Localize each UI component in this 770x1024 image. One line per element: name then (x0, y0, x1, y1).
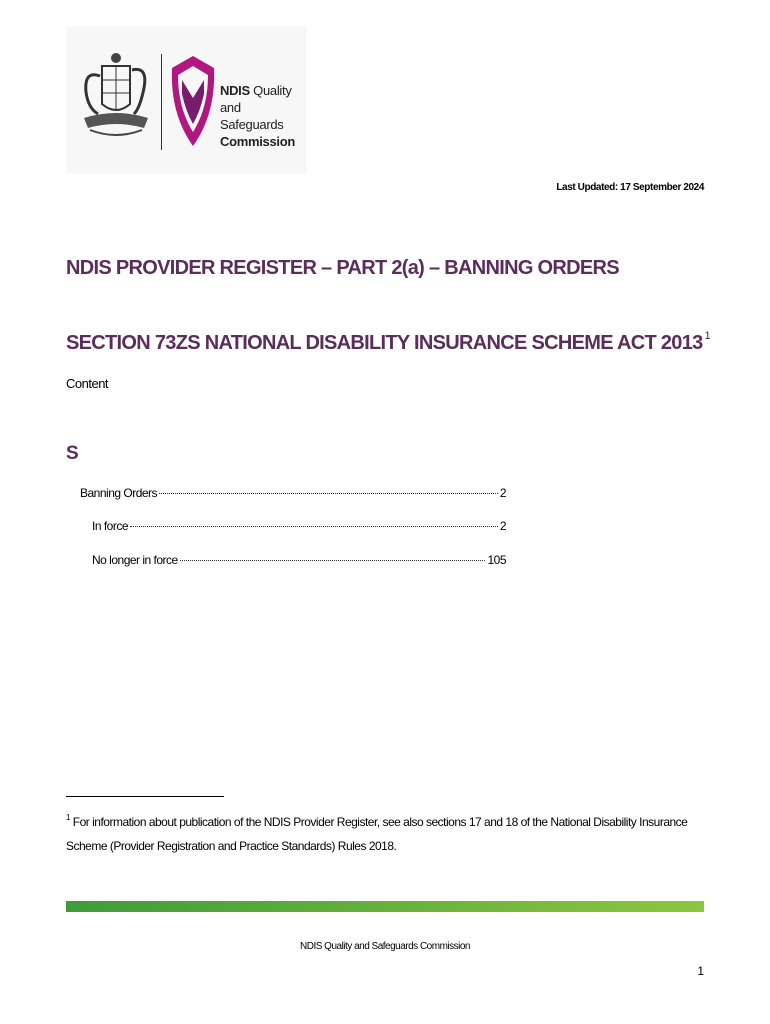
footnote-marker: 1 (66, 813, 70, 822)
toc-dot-leader (180, 560, 486, 561)
toc-entry-page: 2 (499, 486, 506, 500)
toc-entry-banning-orders[interactable] (80, 486, 506, 500)
toc-entry-in-force[interactable] (92, 519, 506, 533)
contents-label: Content (66, 376, 109, 391)
toc-entry-label: Banning Orders (80, 486, 158, 500)
footer-org: NDIS Quality and Safeguards Commission (300, 941, 470, 952)
footnote (66, 810, 706, 858)
section-title-text: SECTION 73ZS NATIONAL DISABILITY INSURANCE SCHEME ACT 2013 (66, 332, 703, 354)
toc-dot-leader (130, 526, 498, 527)
page-title: NDIS PROVIDER REGISTER – PART 2(a) – BANNING ORDERS (66, 257, 619, 279)
footnote-separator (66, 796, 224, 797)
section-title (66, 332, 710, 355)
toc-entry-label: No longer in force (92, 553, 178, 567)
logo-line3: Commission (220, 134, 296, 149)
toc-entry-no-longer-in-force[interactable] (92, 553, 506, 567)
toc-entry-page: 105 (487, 553, 506, 567)
toc-entry-page: 2 (499, 519, 506, 533)
ndis-shield-logo-icon (168, 52, 218, 150)
footnote-text: For information about publication of the NDIS Provider Register, see also sections 17 and 18 of the National Disability Insurance Scheme (Provider Registration and Practice Standards) Rules 2018. (66, 815, 688, 853)
logo-line2: and Safeguards (220, 100, 284, 132)
toc-dot-leader (159, 493, 498, 494)
contents-s-heading: S (66, 443, 79, 464)
footer-green-bar (66, 901, 704, 912)
footnote-ref[interactable]: 1 (704, 330, 710, 342)
logo-ndis: NDIS (220, 83, 250, 98)
logo-divider (161, 54, 162, 150)
logo-wordmark (220, 82, 306, 150)
last-updated: Last Updated: 17 September 2024 (556, 182, 704, 193)
page-number: 1 (697, 964, 704, 978)
logo-block (66, 26, 306, 174)
commonwealth-coat-of-arms-icon (78, 48, 154, 148)
toc-entry-label: In force (92, 519, 129, 533)
logo-quality: Quality (253, 83, 292, 98)
